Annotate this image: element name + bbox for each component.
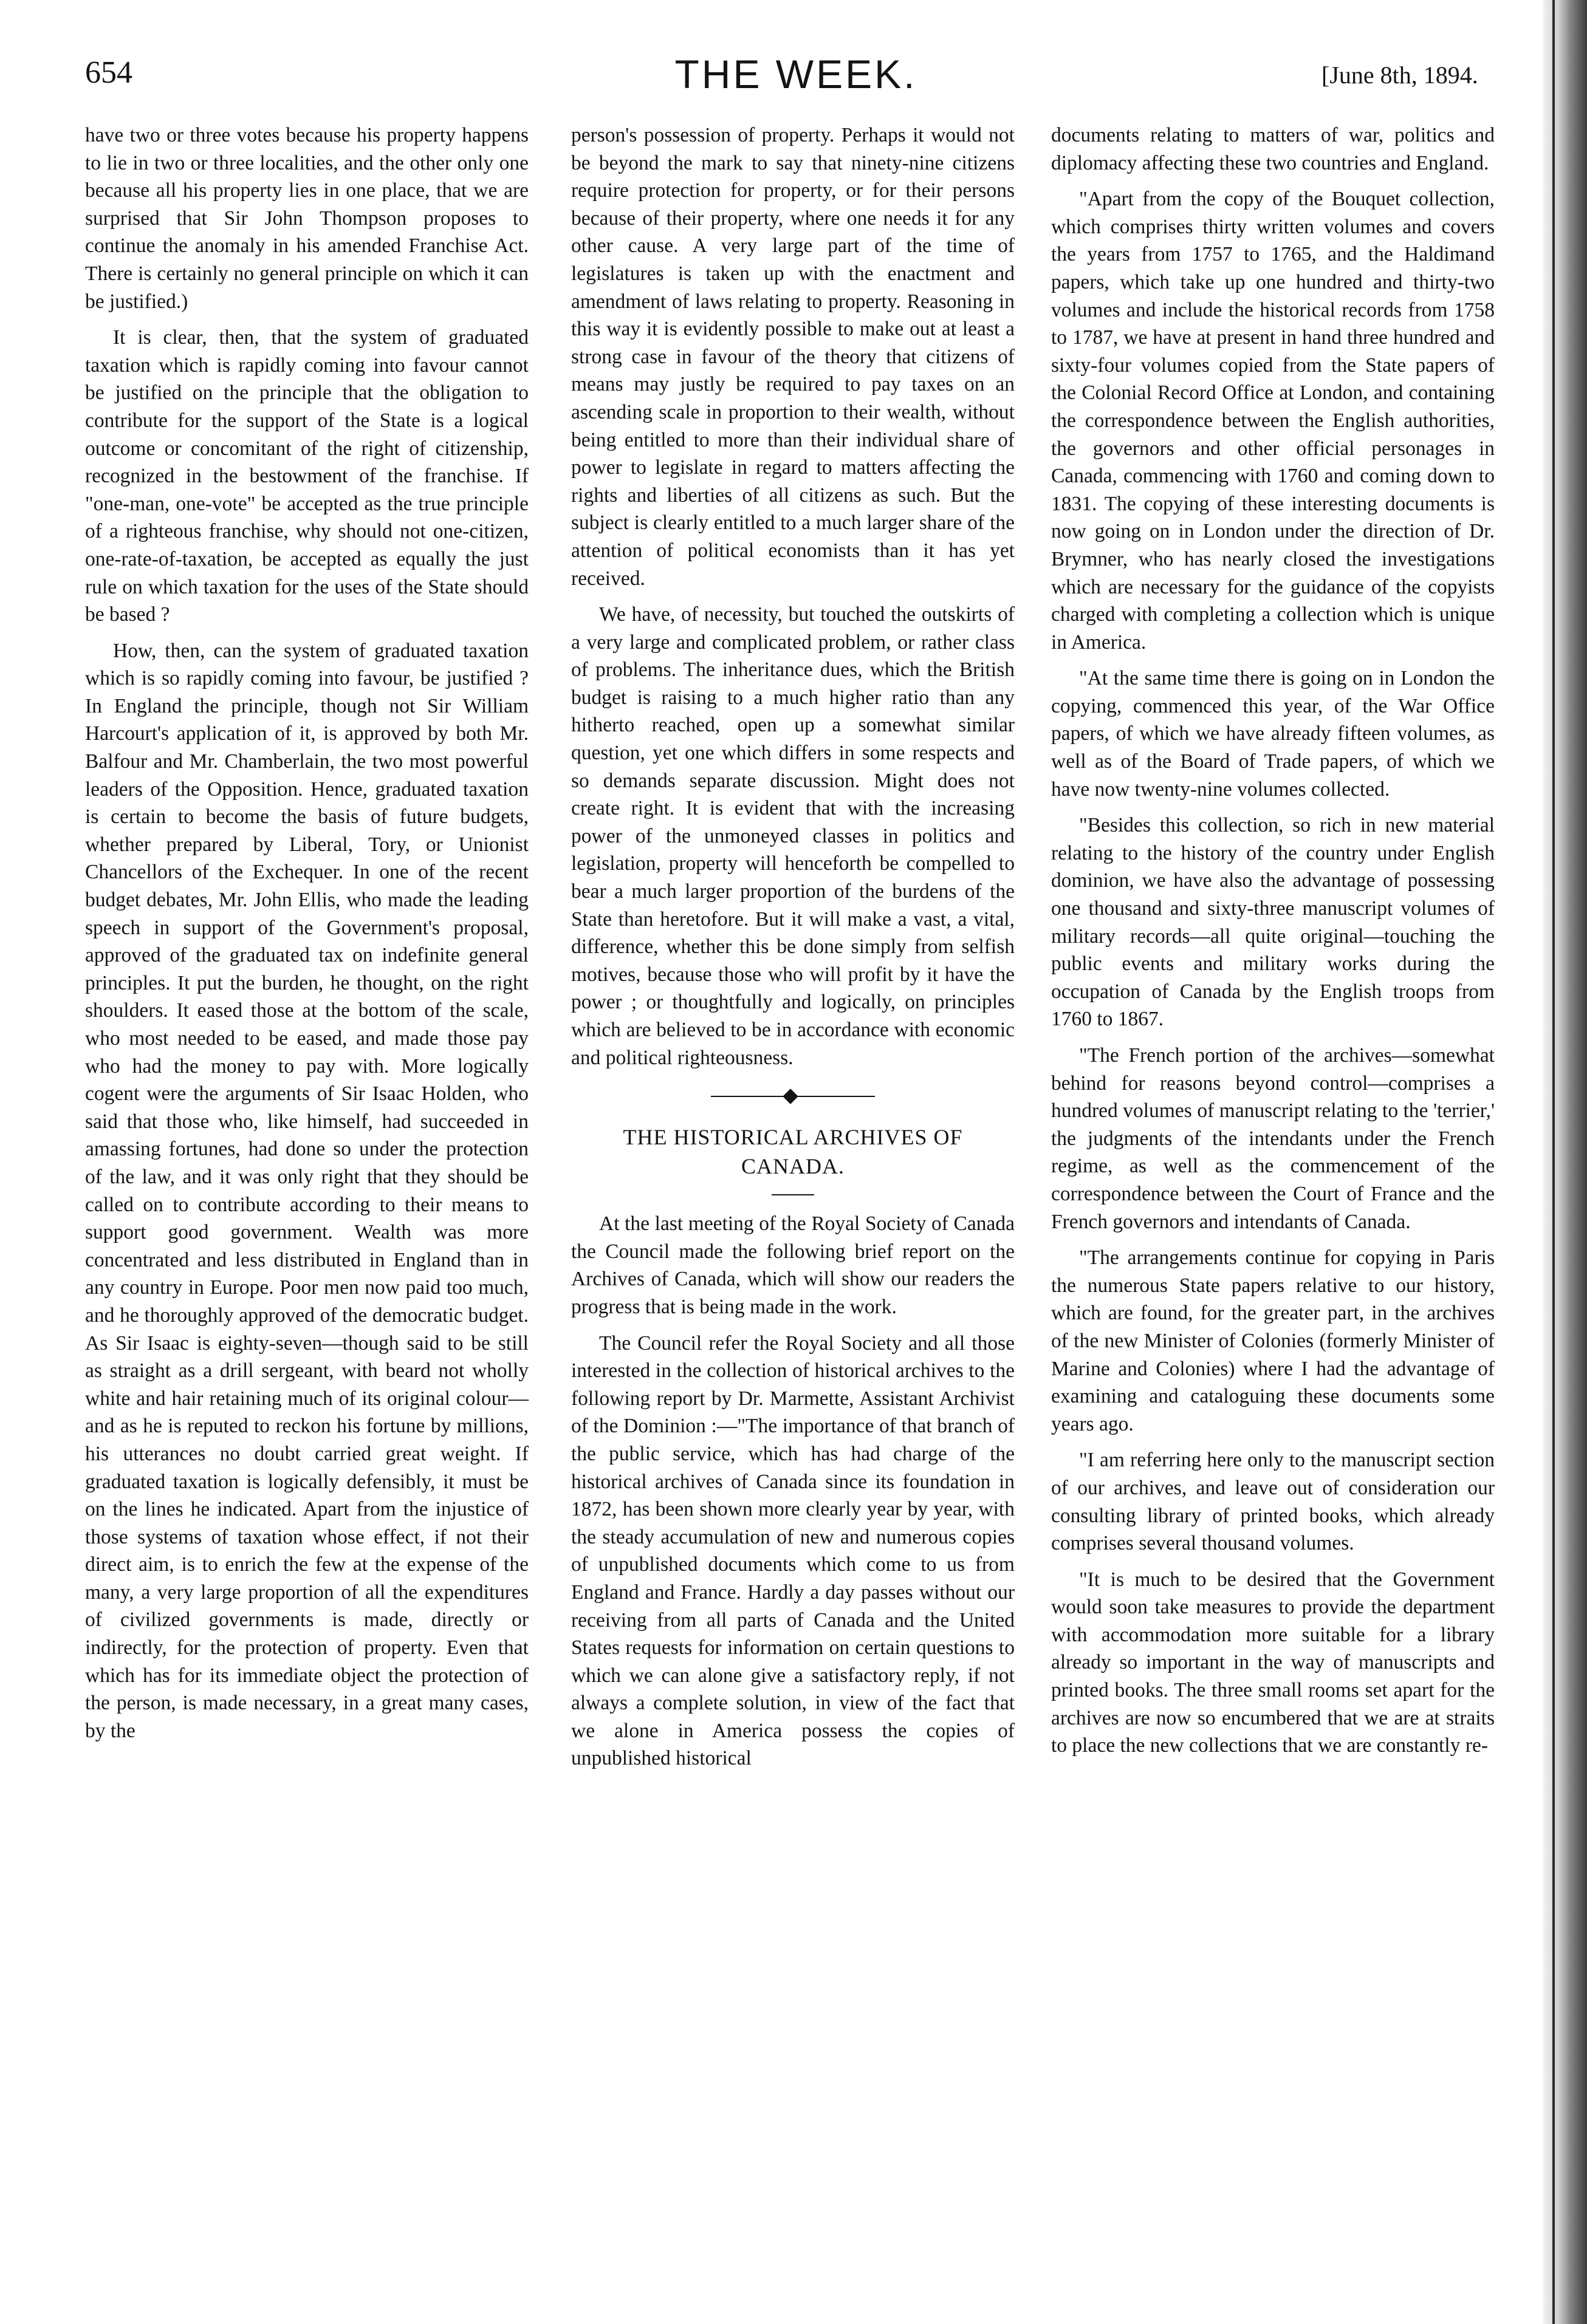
journal-title: THE WEEK. xyxy=(674,52,917,97)
paragraph: "The arrangements continue for copying in Paris the numerous State papers relative to our history, which are found, for the greater part, in the archives of the new Minister of Colonies (formerly Minister of Marine and Colonies) where I had the advantage of examining and cataloguing these documents some years ago. xyxy=(1051,1246,1495,1435)
paragraph: documents relating to matters of war, politics and diplomacy affecting these two countries and England. xyxy=(1051,124,1495,174)
paragraph: person's possession of property. Perhaps it would not be beyond the mark to say that ninety-nine citizens require protection for property, or for their persons because of their property, where one needs it for any other cause. A very large part of the time of legislatures is taken up with the enactment and amendment of laws relating to property. Reasoning in this way it is evidently possible to make out at least a strong case in favour of the theory that citizens of means may justly be required to pay taxes on an ascending scale in proportion to their wealth, without being entitled to more than their individual share of power to legislate in regard to matters affecting the rights and liberties of all citizens as such. But the subject is clearly entitled to a much larger share of the attention of political economists than it has yet received. xyxy=(571,124,1015,590)
divider-ornament-icon xyxy=(783,1089,798,1104)
section-divider xyxy=(571,1093,1015,1099)
page-binding-edge xyxy=(1552,0,1555,2324)
paragraph: "Besides this collection, so rich in new material relating to the history of the country under English dominion, we have also the advantage of possessing one thousand and sixty-three manuscript volumes of military records—all quite original—touching the public events and military works during the occupation of Canada by the English troops from 1760 to 1867. xyxy=(1051,814,1495,1031)
paragraph: We have, of necessity, but touched the outskirts of a very large and complicated problem, or rather class of problems. The inheritance dues, which the British budget is raising to a much higher ratio than any hitherto reached, open up a somewhat similar question, yet one which differs in some respects and so demands separate discussion. Might does not create right. It is evident that with the increasing power of the unmoneyed classes in politics and legislation, property will henceforth be compelled to bear a much larger proportion of the burdens of the State than heretofore. But it will make a vast, a vital, difference, whether this be done simply from selfish motives, because those who will profit by it have the power ; or thoughtfully and logically, on principles which are believed to be in accordance with economic and political righteousness. xyxy=(571,603,1015,1069)
paragraph: "Apart from the copy of the Bouquet collection, which comprises thirty written volumes and covers the years from 1757 to 1765, and the Haldimand papers, which take up one hundred and thirty-two volumes and include the historical records from 1758 to 1787, we have at present in hand three hundred and sixty-four volumes copied from the State papers of the Colonial Record Office at London, and containing the correspondence between the English authorities, the governors and other official personages in Canada, commencing with 1760 and coming down to 1831. The copying of these interesting documents is now going on in London under the direction of Dr. Brymner, who has nearly closed the investigations which are necessary for the guidance of the copyists charged with completing a collection which is unique in America. xyxy=(1051,188,1495,654)
paragraph: The Council refer the Royal Society and all those interested in the collection of historical archives to the following report by Dr. Marmette, Assistant Archivist of the Dominion :—"The importance of that branch of the public service, which has had charge of the historical archives of Canada since its foundation in 1872, has been shown more clearly year by year, with the steady accumulation of new and numerous copies of unpublished documents which come to us from England and France. Hardly a day passes without our receiving from all parts of Canada and the United States requests for information on certain questions to which we can alone give a satisfactory reply, if not always a complete solution, in view of the fact that we alone in America possess the copies of unpublished historical xyxy=(571,1331,1015,1770)
issue-date: [June 8th, 1894. xyxy=(1321,61,1478,89)
page-number: 654 xyxy=(85,55,132,90)
paragraph: It is clear, then, that the system of graduated taxation which is rapidly coming into favour cannot be justified on the principle that the obligation to contribute for the support of the State is a logical outcome or concomitant of the right of citizenship, recognized in the bestowment of the franchise. If "one-man, one-vote" be accepted as the true principle of a righteous franchise, why should not one-citizen, one-rate-of-taxation, be accepted as equally the just rule on which taxation for the uses of the State should be based ? xyxy=(85,326,529,626)
column-2 xyxy=(571,121,1015,1781)
paragraph: "It is much to be desired that the Government would soon take measures to provide the department with accommodation more suitable for a library already so important in the way of manuscripts and printed books. The three small rooms set apart for the archives are now so encumbered that we are at straits to place the new collections that we are constantly re- xyxy=(1051,1568,1495,1757)
column-1 xyxy=(85,121,529,1753)
paragraph: At the last meeting of the Royal Society of Canada the Council made the following brief report on the Archives of Canada, which will show our readers the progress that is being made in the work. xyxy=(571,1212,1015,1318)
column-3 xyxy=(1051,121,1495,1768)
title-rule xyxy=(772,1194,814,1195)
page-header xyxy=(0,43,1519,109)
paragraph: How, then, can the system of graduated taxation which is so rapidly coming into favour, be justified ? In England the principle, though not Sir William Harcourt's application of it, is approved by both Mr. Balfour and Mr. Chamberlain, the two most powerful leaders of the Opposition. Hence, graduated taxation is certain to become the basis of future budgets, whether prepared by Liberal, Tory, or Unionist Chancellors of the Exchequer. In one of the recent budget debates, Mr. John Ellis, who made the leading speech in support of the Government's proposal, approved of the graduated tax on indefinite general principles. It put the burden, he thought, on the right shoulders. It eased those at the bottom of the scale, who most needed to be eased, and made those pay who had the money to pay with. More logically cogent were the arguments of Sir Isaac Holden, who said that those who, like himself, had succeeded in amassing fortunes, had done so under the protection of the law, and it was only right that they should be called on to contribute according to their means to support good government. Wealth was more concentrated and less distributed in England than in any country in Europe. Poor men now paid too much, and he thoroughly approved of the democratic budget. As Sir Isaac is eighty-seven—though said to be still as straight as a drill sergeant, with beard not wholly white and hair retaining much of its original colour—and as he is reputed to reckon his fortune by millions, his utterances no doubt carried great weight. If graduated taxation is logically defensibly, it must be on the lines he indicated. Apart from the injustice of those systems of taxation whose effect, if not their direct aim, is to enrich the few at the expense of the many, a very large proportion of all the expenditures of civilized governments is made, directly or indirectly, for the protection of property. Even that which has for its immediate object the protection of the person, is made necessary, in a great many cases, by the xyxy=(85,639,529,1742)
article-title: THE HISTORICAL ARCHIVES OF CANADA. xyxy=(623,1125,963,1179)
paragraph: have two or three votes because his property happens to lie in two or three localities, and the other only one because all his property lies in one place, that we are surprised that Sir John Thompson proposes to continue the anomaly in his amended Franchise Act. There is certainly no general principle on which it can be justified.) xyxy=(85,124,529,313)
paragraph: "At the same time there is going on in London the copying, commenced this year, of the War Office papers, of which we have already fifteen volumes, as well as of the Board of Trade papers, of which we have now twenty-nine volumes collected. xyxy=(1051,667,1495,801)
page-edge-shadow xyxy=(1543,0,1587,2324)
paragraph: "I am referring here only to the manuscript section of our archives, and leave out of consideration our consulting library of printed books, which already comprises several thousand volumes. xyxy=(1051,1449,1495,1555)
paragraph: "The French portion of the archives—somewhat behind for reasons beyond control—comprises a hundred volumes of manuscript relating to the 'terrier,' the judgments of the intendants under the French regime, as well as the commencement of the correspondence between the Court of France and the French governors and intendants of Canada. xyxy=(1051,1044,1495,1233)
